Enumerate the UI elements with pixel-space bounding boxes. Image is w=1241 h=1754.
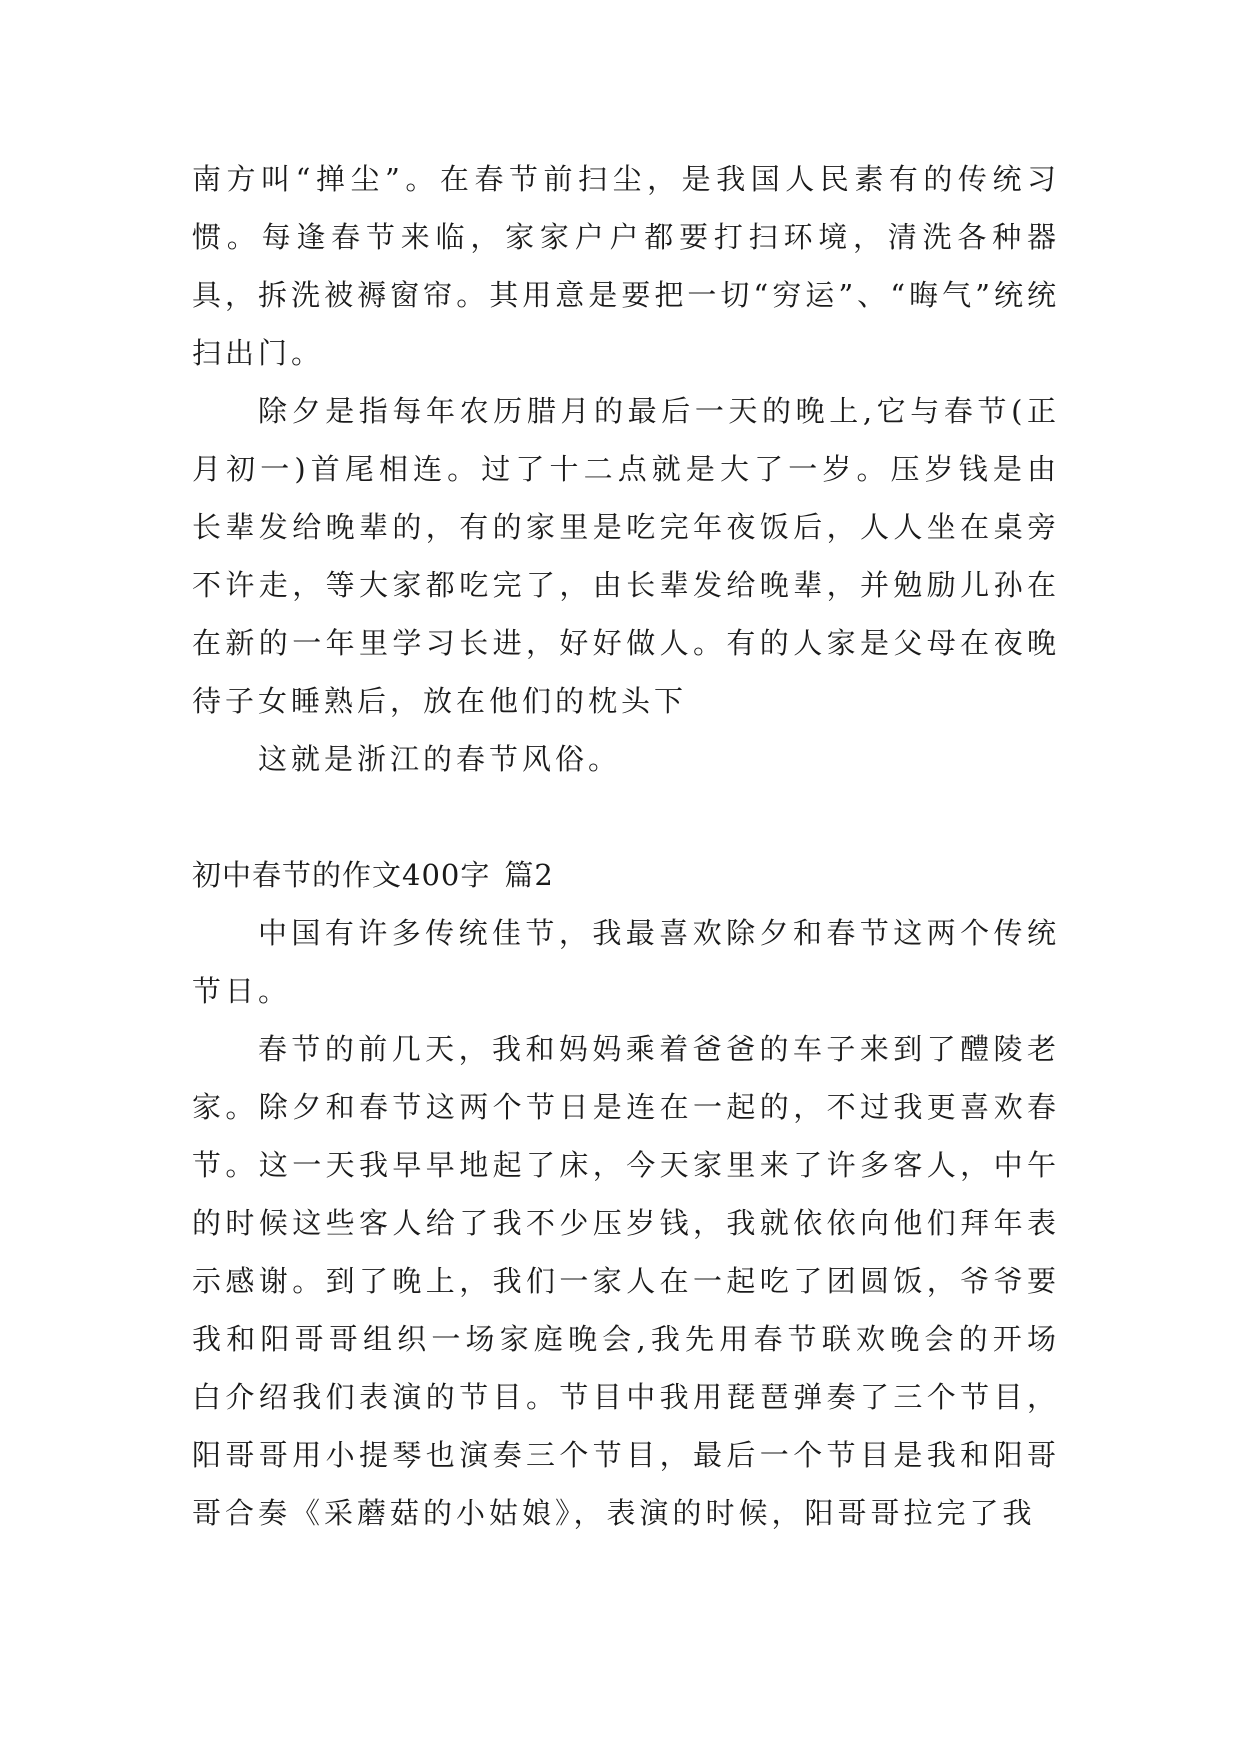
essay-heading-part: 篇2	[504, 858, 554, 892]
essay-heading-title: 初中春节的作文400字	[192, 858, 491, 892]
paragraph-favorite-festivals: 中国有许多传统佳节，我最喜欢除夕和春节这两个传统节日。	[192, 916, 1060, 1008]
paragraph-zhejiang-customs: 这就是浙江的春节风俗。	[258, 742, 622, 776]
paragraph-spring-festival-story: 春节的前几天，我和妈妈乘着爸爸的车子来到了醴陵老家。除夕和春节这两个节日是连在一起的，不过我更喜欢春节。这一天我早早地起了床，今天家里来了许多客人，中午的时候这些客人给了我不少压岁钱，我就依依向他们拜年表示感谢。到了晚上，我们一家人在一起吃了团圆饭，爷爷要我和阳哥哥组织一场家庭晚会,我先用春节联欢晚会的开场白介绍我们表演的节目。节目中我用琵琶弹奏了三个节目，阳哥哥用小提琴也演奏三个节目，最后一个节目是我和阳哥哥合奏《采蘑菇的小姑娘》，表演的时候，阳哥哥拉完了我	[192, 1032, 1060, 1530]
essay-heading	[192, 846, 1060, 904]
document-body	[192, 150, 1060, 1542]
paragraph-new-years-eve: 除夕是指每年农历腊月的最后一天的晚上,它与春节(正月初一)首尾相连。过了十二点就是大了一岁。压岁钱是由长辈发给晚辈的，有的家里是吃完年夜饭后，人人坐在桌旁不许走，等大家都吃完了，由长辈发给晚辈，并勉励儿孙在在新的一年里学习长进，好好做人。有的人家是父母在夜晚待子女睡熟后，放在他们的枕头下	[192, 394, 1060, 718]
paragraph-dusting-custom: 南方叫“掸尘”。在春节前扫尘，是我国人民素有的传统习惯。每逢春节来临，家家户户都要打扫环境，清洗各种器具，拆洗被褥窗帘。其用意是要把一切“穷运”、“晦气”统统扫出门。	[192, 162, 1060, 370]
